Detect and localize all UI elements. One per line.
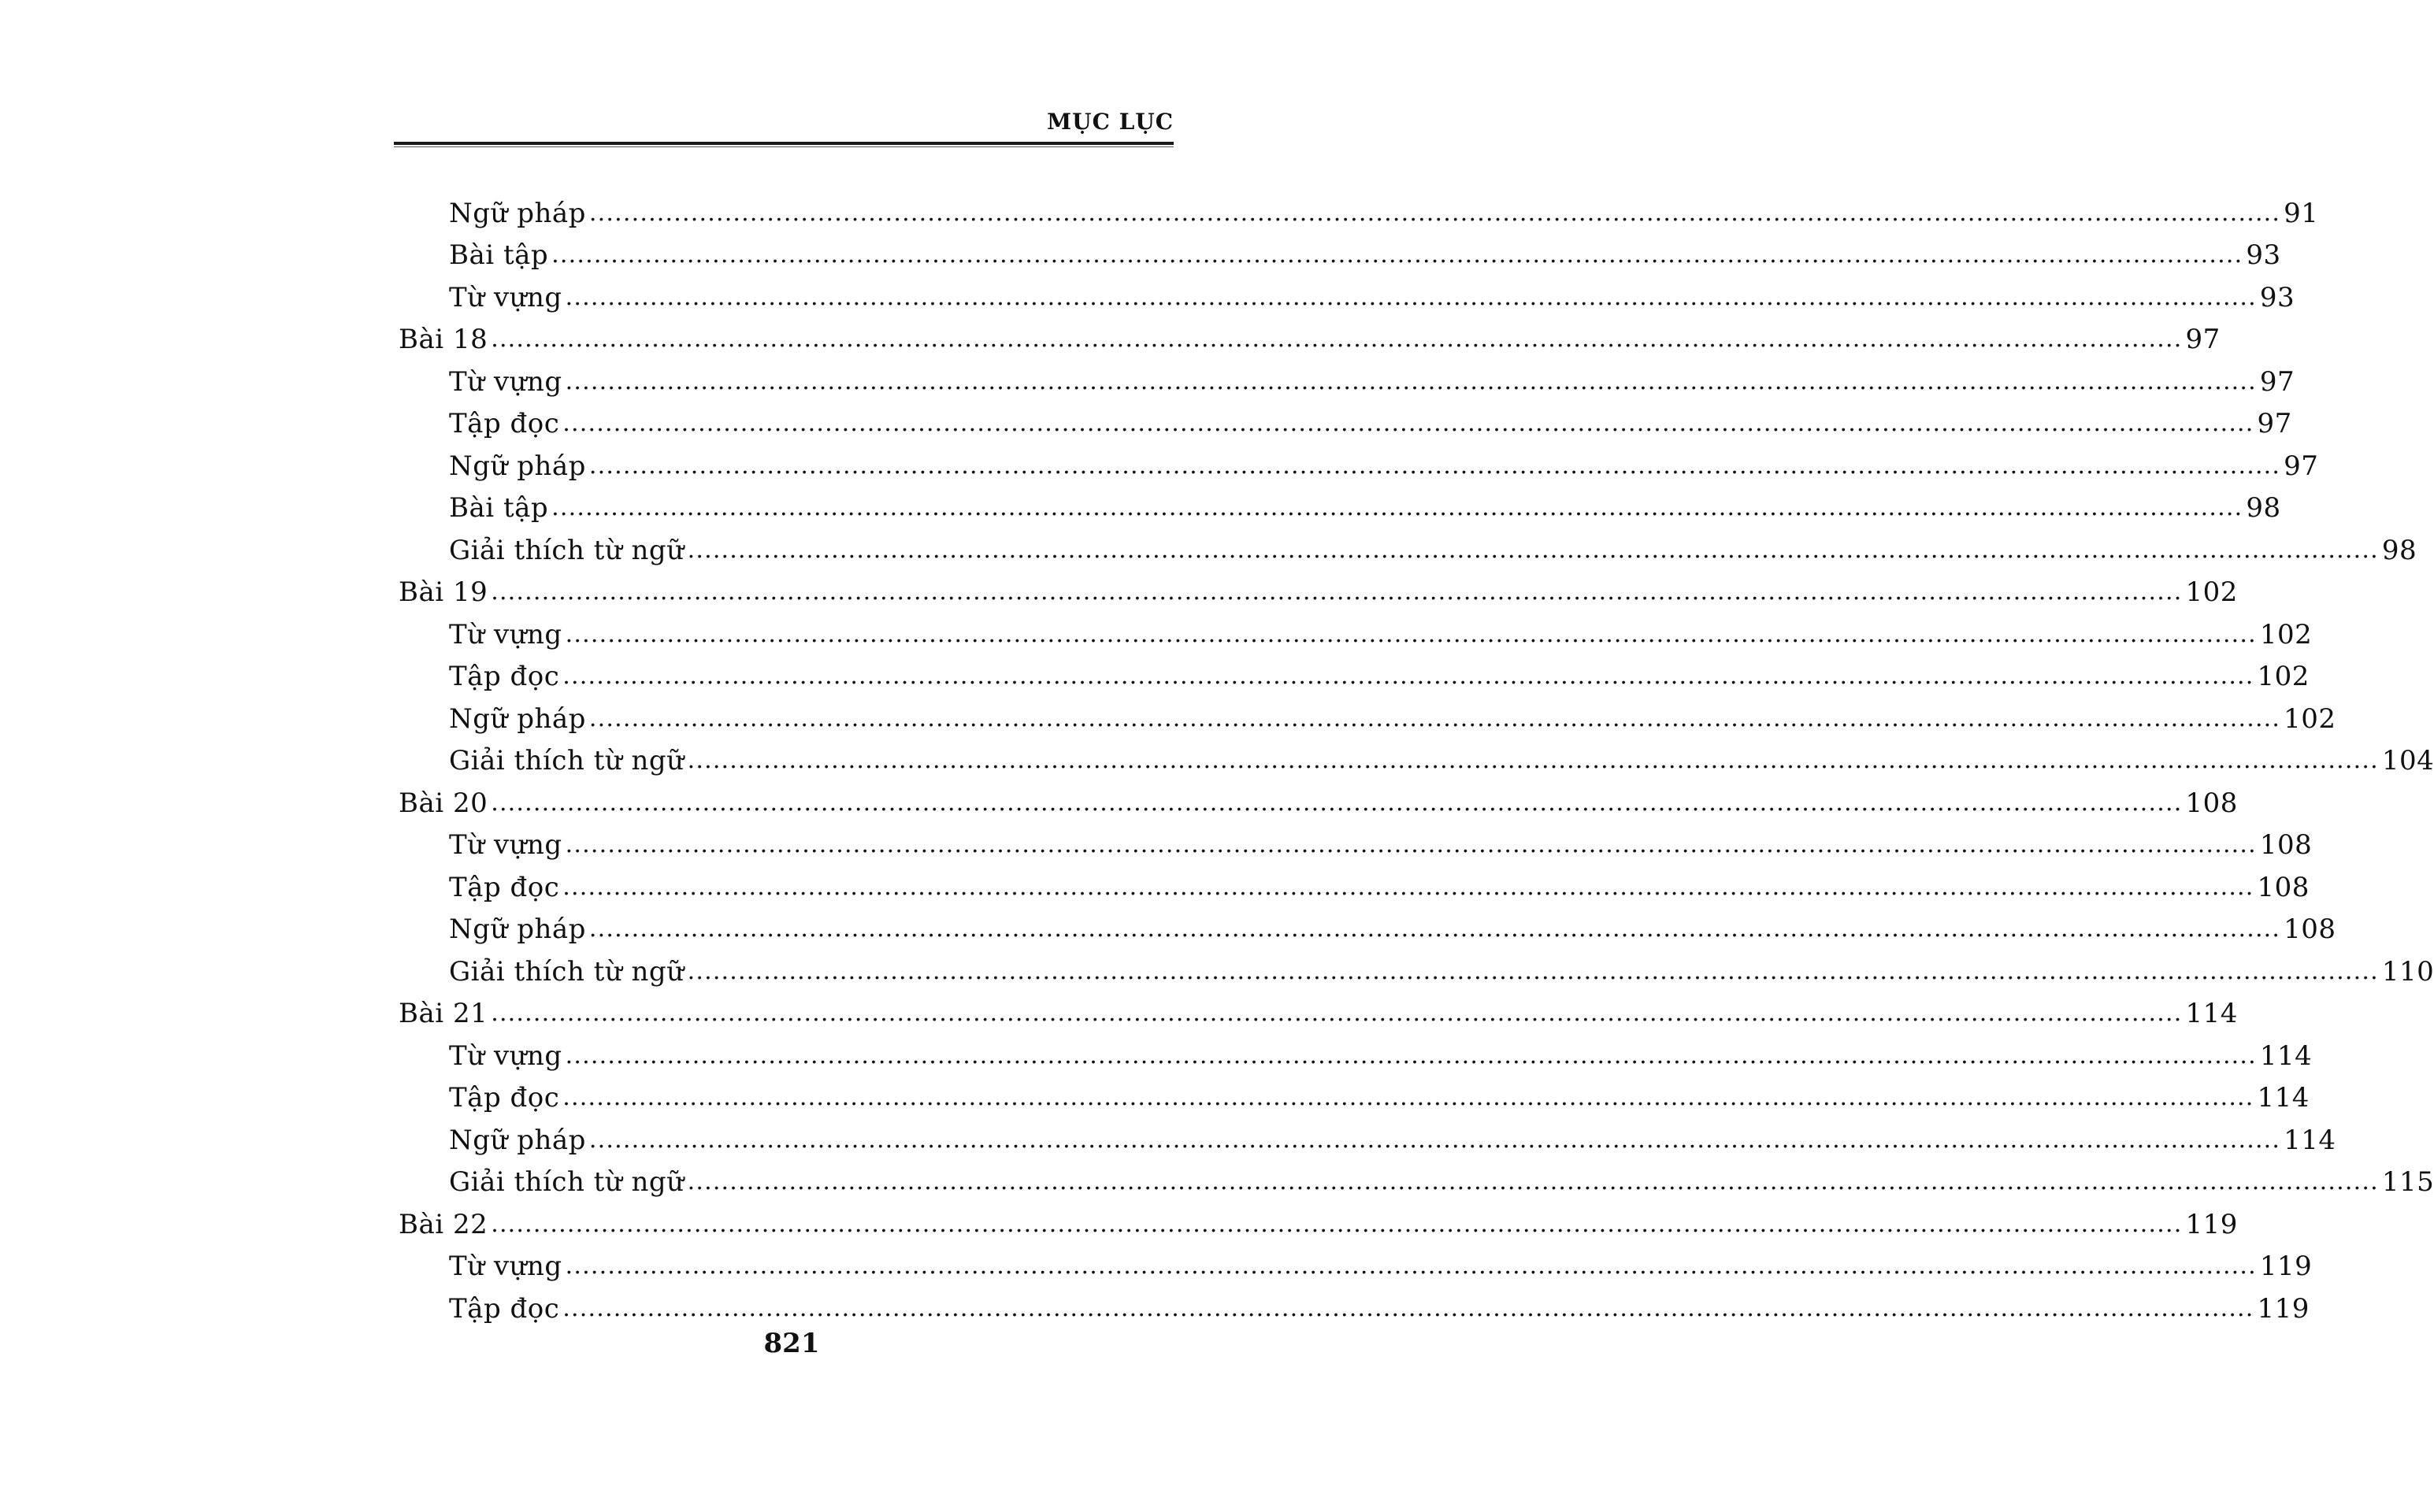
- toc-entry-label: Tập đọc: [449, 408, 560, 440]
- toc-subsection-entry[interactable]: [0, 1035, 2313, 1077]
- toc-entry-label: Ngữ pháp: [449, 197, 586, 229]
- toc-entry-page-number: 114: [2185, 998, 2238, 1030]
- toc-entry-page-number: 115: [2381, 1166, 2434, 1199]
- toc-section-entry[interactable]: [0, 993, 2238, 1036]
- toc-entry-label: Ngữ pháp: [449, 450, 586, 482]
- dot-leader: ........................................................................................................................................................................................................: [491, 325, 2183, 354]
- dot-leader: ........................................................................................................................................................................................................: [551, 494, 2243, 522]
- toc-entry-page-number: 97: [2185, 324, 2221, 356]
- toc-subsection-entry[interactable]: [0, 951, 2434, 993]
- toc-subsection-entry[interactable]: [0, 1077, 2310, 1120]
- toc-entry-page-number: 108: [2257, 871, 2310, 903]
- toc-subsection-entry[interactable]: [0, 192, 2319, 235]
- dot-leader: ........................................................................................................................................................................................................: [551, 241, 2243, 269]
- toc-entry-label: Từ vựng: [449, 829, 562, 862]
- toc-entry-label: Bài 18: [399, 324, 488, 356]
- toc-subsection-entry[interactable]: [0, 1119, 2336, 1162]
- toc-entry-label: Tập đọc: [449, 1292, 560, 1325]
- toc-entry-page-number: 119: [2185, 1208, 2238, 1240]
- dot-leader: ........................................................................................................................................................................................................: [491, 578, 2183, 606]
- toc-entry-page-number: 108: [2185, 787, 2238, 819]
- dot-leader: ........................................................................................................................................................................................................: [562, 1294, 2254, 1322]
- dot-leader: ........................................................................................................................................................................................................: [565, 620, 2257, 648]
- dot-leader: ........................................................................................................................................................................................................: [565, 283, 2257, 311]
- dot-leader: ........................................................................................................................................................................................................: [491, 1210, 2183, 1238]
- dot-leader: ........................................................................................................................................................................................................: [588, 915, 2281, 943]
- toc-section-entry[interactable]: [0, 319, 2221, 361]
- toc-subsection-entry[interactable]: [0, 825, 2313, 867]
- toc-entry-page-number: 97: [2284, 450, 2319, 482]
- toc-entry-page-number: 97: [2259, 365, 2295, 398]
- dot-leader: ........................................................................................................................................................................................................: [491, 788, 2183, 817]
- dot-leader: ........................................................................................................................................................................................................: [562, 662, 2254, 691]
- toc-entry-label: Bài tập: [449, 492, 549, 524]
- toc-entry-page-number: 91: [2284, 197, 2319, 229]
- toc-entry-page-number: 93: [2246, 239, 2281, 272]
- dot-leader: ........................................................................................................................................................................................................: [565, 367, 2257, 395]
- page-number: 821: [763, 1328, 820, 1359]
- toc-entry-page-number: 102: [2284, 702, 2336, 735]
- toc-entry-label: Bài 20: [399, 787, 488, 819]
- dot-leader: ........................................................................................................................................................................................................: [687, 957, 2379, 985]
- toc-subsection-entry[interactable]: [0, 1246, 2313, 1288]
- toc-entry-page-number: 110: [2381, 955, 2434, 988]
- dot-leader: ........................................................................................................................................................................................................: [588, 704, 2281, 732]
- toc-entry-label: Ngữ pháp: [449, 702, 586, 735]
- toc-entry-label: Tập đọc: [449, 661, 560, 693]
- dot-leader: ........................................................................................................................................................................................................: [687, 747, 2379, 775]
- toc-entry-page-number: 114: [2259, 1040, 2313, 1072]
- toc-entry-page-number: 98: [2381, 534, 2417, 566]
- toc-subsection-entry[interactable]: [0, 487, 2281, 530]
- toc-subsection-entry[interactable]: [0, 909, 2336, 951]
- toc-entry-page-number: 114: [2257, 1082, 2310, 1114]
- toc-entry-page-number: 102: [2185, 576, 2238, 609]
- dot-leader: ........................................................................................................................................................................................................: [491, 999, 2183, 1028]
- toc-entry-page-number: 102: [2259, 618, 2313, 650]
- toc-entry-label: Giải thích từ ngữ: [449, 955, 685, 988]
- toc-entry-label: Bài tập: [449, 239, 549, 272]
- dot-leader: ........................................................................................................................................................................................................: [562, 1084, 2254, 1112]
- toc-section-entry[interactable]: [0, 1203, 2238, 1246]
- dot-leader: ........................................................................................................................................................................................................: [562, 410, 2254, 438]
- toc-entry-page-number: 97: [2257, 408, 2292, 440]
- toc-entry-label: Từ vựng: [449, 281, 562, 313]
- toc-entry-page-number: 119: [2259, 1251, 2313, 1283]
- toc-subsection-entry[interactable]: [0, 276, 2295, 319]
- toc-section-entry[interactable]: [0, 572, 2238, 614]
- toc-entry-label: Giải thích từ ngữ: [449, 745, 685, 777]
- toc-subsection-entry[interactable]: [0, 1288, 2310, 1330]
- running-header: MỤC LỤC: [1047, 109, 1174, 135]
- toc-entry-label: Từ vựng: [449, 365, 562, 398]
- toc-subsection-entry[interactable]: [0, 613, 2313, 656]
- toc-subsection-entry[interactable]: [0, 656, 2310, 699]
- toc-entry-page-number: 114: [2284, 1124, 2336, 1156]
- toc-entry-page-number: 98: [2246, 492, 2281, 524]
- toc-entry-label: Bài 21: [399, 998, 488, 1030]
- toc-entry-page-number: 93: [2259, 281, 2295, 313]
- toc-entry-label: Tập đọc: [449, 1082, 560, 1114]
- toc-entry-label: Bài 19: [399, 576, 488, 609]
- dot-leader: ........................................................................................................................................................................................................: [565, 1041, 2257, 1069]
- toc-subsection-entry[interactable]: [0, 361, 2295, 403]
- toc-entry-label: Từ vựng: [449, 1251, 562, 1283]
- toc-entry-page-number: 102: [2257, 661, 2310, 693]
- toc-subsection-entry[interactable]: [0, 740, 2434, 783]
- dot-leader: ........................................................................................................................................................................................................: [687, 1168, 2379, 1196]
- toc-entry-label: Từ vựng: [449, 1040, 562, 1072]
- toc-subsection-entry[interactable]: [0, 235, 2281, 277]
- dot-leader: ........................................................................................................................................................................................................: [687, 536, 2379, 564]
- toc-entry-label: Từ vựng: [449, 618, 562, 650]
- toc-subsection-entry[interactable]: [0, 403, 2292, 446]
- toc-entry-label: Ngữ pháp: [449, 914, 586, 946]
- dot-leader: ........................................................................................................................................................................................................: [565, 831, 2257, 859]
- toc-entry-page-number: 108: [2259, 829, 2313, 862]
- toc-subsection-entry[interactable]: [0, 1162, 2434, 1204]
- toc-entry-label: Bài 22: [399, 1208, 488, 1240]
- toc-subsection-entry[interactable]: [0, 866, 2310, 909]
- dot-leader: ........................................................................................................................................................................................................: [588, 198, 2281, 227]
- dot-leader: ........................................................................................................................................................................................................: [565, 1252, 2257, 1280]
- header-rule-thin: [394, 146, 1174, 147]
- toc-subsection-entry[interactable]: [0, 698, 2336, 740]
- toc-entry-page-number: 108: [2284, 914, 2336, 946]
- toc-entry-page-number: 119: [2257, 1292, 2310, 1325]
- toc-entry-label: Giải thích từ ngữ: [449, 1166, 685, 1199]
- toc-entry-label: Giải thích từ ngữ: [449, 534, 685, 566]
- dot-leader: ........................................................................................................................................................................................................: [588, 1125, 2281, 1154]
- table-of-contents: [0, 192, 2434, 1330]
- header-rule: [394, 142, 1174, 145]
- toc-entry-label: Tập đọc: [449, 871, 560, 903]
- toc-subsection-entry[interactable]: [0, 529, 2417, 572]
- toc-entry-page-number: 104: [2381, 745, 2434, 777]
- toc-section-entry[interactable]: [0, 782, 2238, 825]
- toc-entry-label: Ngữ pháp: [449, 1124, 586, 1156]
- dot-leader: ........................................................................................................................................................................................................: [562, 873, 2254, 901]
- toc-subsection-entry[interactable]: [0, 445, 2319, 487]
- dot-leader: ........................................................................................................................................................................................................: [588, 451, 2281, 480]
